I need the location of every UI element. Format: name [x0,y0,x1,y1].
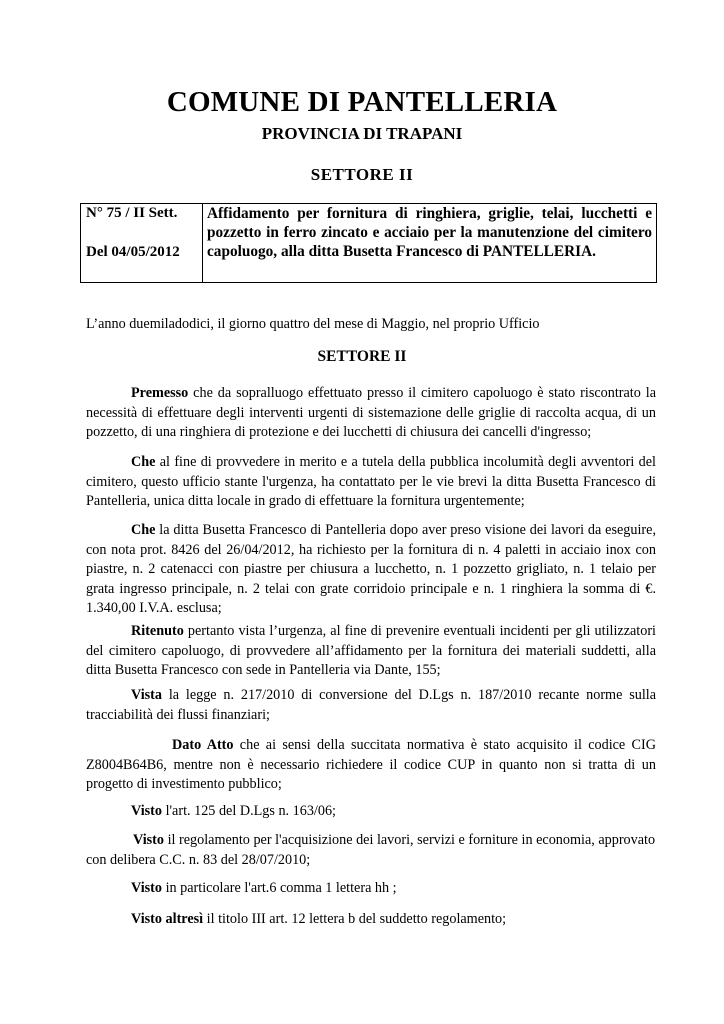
paragraph-lead: Visto altresì [131,911,204,927]
determination-subject: Affidamento per fornitura di ringhiera, griglie, telai, lucchetti e pozzetto in ferro zincato e acciaio per la manutenzione del cimitero capoluogo, alla ditta Busetta Francesco di PANTELLERIA. [207,205,652,260]
sector-heading-top: SETTORE II [310,165,414,184]
paragraph-che-2 [86,521,656,619]
paragraph-text: pertanto vista l’urgenza, al fine di prevenire eventuali incidenti per gli utilizzatori del cimitero capoluogo, di provvedere all’affidamento per la fornitura dei materiali suddetti, alla ditta Busetta Francesco con sede in Pantelleria via Dante, 155; [86,623,656,678]
paragraph-lead: Dato Atto [172,737,234,753]
opening-statement: L’anno duemiladodici, il giorno quattro del mese di Maggio, nel proprio Ufficio [86,316,540,332]
determination-number: N° 75 / II Sett. [86,205,178,221]
paragraph-text: che da sopralluogo effettuato presso il cimitero capoluogo è stato riscontrato la necessità di effettuare degli interventi urgenti di sistemazione delle griglie di raccolta acqua, di un pozzetto, di una ringhiera di protezione e dei lucchetti di chiusura dei cancelli d'ingresso; [86,385,656,440]
paragraph-lead: Visto [131,880,163,896]
sector-heading: SETTORE II [317,348,407,365]
paragraph-lead: Che [131,454,156,470]
paragraph-lead: Vista [131,687,163,703]
paragraph-visto-3 [86,879,656,899]
paragraph-text: la legge n. 217/2010 di conversione del D.Lgs n. 187/2010 recante norme sulla tracciabilità dei flussi finanziari; [86,687,656,723]
paragraph-visto-2 [86,831,656,870]
paragraph-lead: Premesso [131,385,189,401]
paragraph-lead: Visto [133,832,165,848]
paragraph-premesso [86,384,656,443]
determination-reference [81,204,203,282]
paragraph-lead: Visto [131,803,163,819]
paragraph-text: al fine di provvedere in merito e a tutela della pubblica incolumità degli avventori del cimitero, questo ufficio stante l'urgenza, ha contattato per le vie brevi la ditta Busetta Francesco di Pantelleria, unica ditta locale in grado di effettuare la fornitura urgentemente; [86,454,656,509]
paragraph-text: l'art. 125 del D.Lgs n. 163/06; [162,803,336,819]
determination-info-box [80,203,657,283]
determination-date: Del 04/05/2012 [86,244,180,260]
paragraph-ritenuto [86,622,656,681]
paragraph-vista [86,686,656,725]
paragraph-visto-altresi [86,910,656,930]
paragraph-dato-atto [86,736,656,795]
paragraph-text: il regolamento per l'acquisizione dei lavori, servizi e forniture in economia, approvato con delibera C.C. n. 83 del 28/07/2010; [86,832,656,868]
province-subtitle: PROVINCIA DI TRAPANI [261,124,463,143]
paragraph-che-1 [86,453,656,512]
paragraph-text: la ditta Busetta Francesco di Pantelleria dopo aver preso visione dei lavori da eseguire, con nota prot. 8426 del 26/04/2012, ha richiesto per la fornitura di n. 4 paletti in acciaio inox con piastre, n. 2 catenacci con piastre per chiusura a lucchetto, n. 1 pozzetto grigliato, n. 1 telaio per grata ingresso principale, n. 2 telai con grate corridoio principale e n. 1 ringhiera la somma di €. 1.340,00 I.V.A. esclusa; [86,522,656,616]
paragraph-lead: Ritenuto [131,623,184,639]
paragraph-lead: Che [131,522,156,538]
page-title: COMUNE DI PANTELLERIA [166,86,558,118]
paragraph-text: in particolare l'art.6 comma 1 lettera hh ; [162,880,397,896]
paragraph-text: che ai sensi della succitata normativa è stato acquisito il codice CIG Z8004B64B6, mentre non è necessario richiedere il codice CUP in quanto non si tratta di un progetto di investimento pubblico; [86,737,656,792]
paragraph-visto-1 [86,802,656,822]
paragraph-text: il titolo III art. 12 lettera b del suddetto regolamento; [203,911,507,927]
